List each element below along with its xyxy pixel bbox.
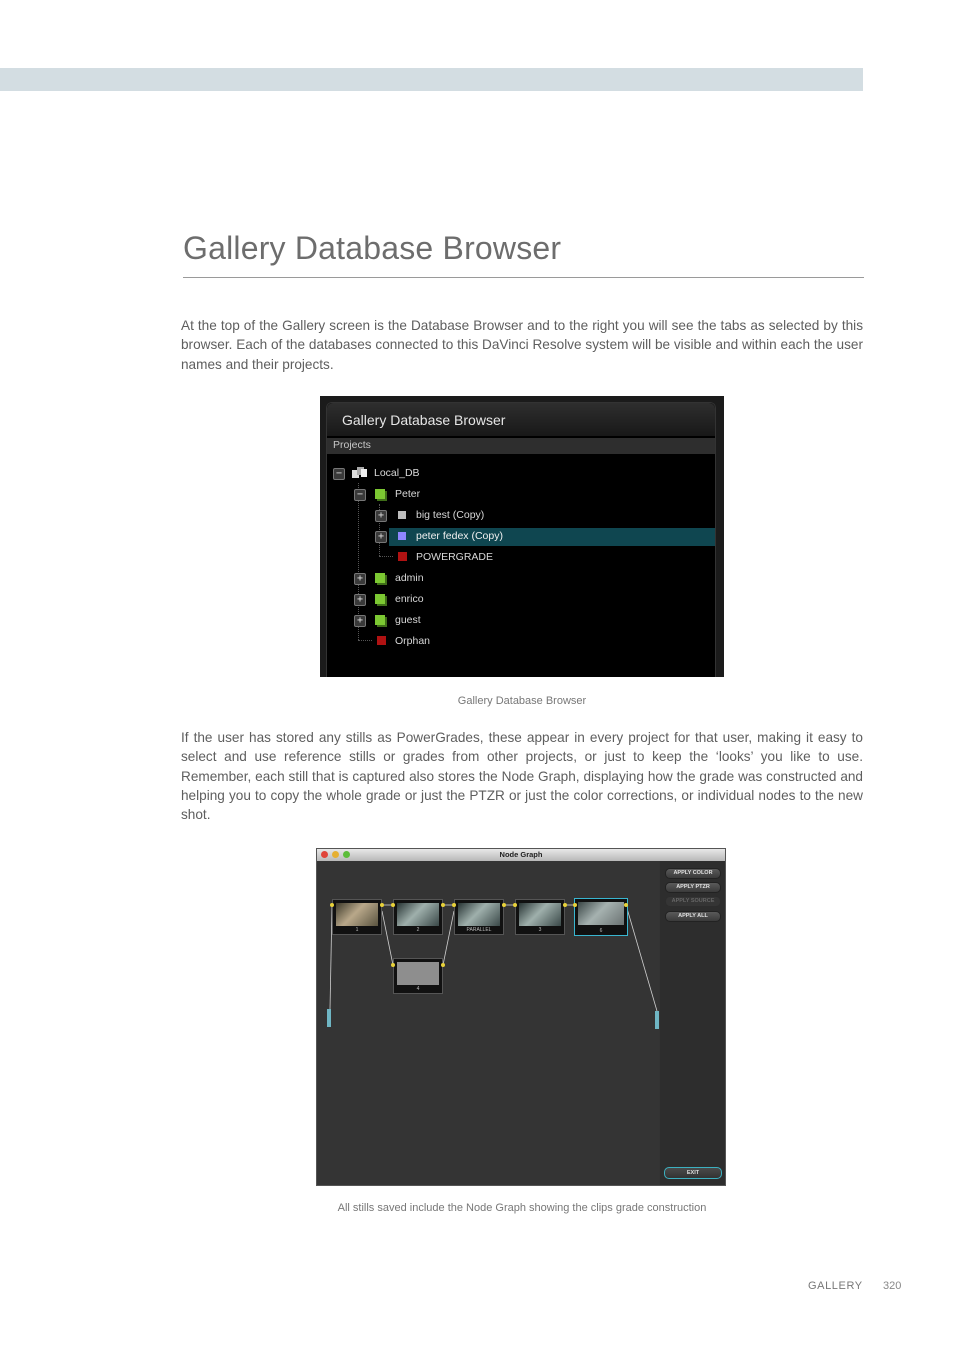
figure-caption: All stills saved include the Node Graph showing the clips grade construction: [337, 1202, 707, 1214]
browser-header: [327, 403, 715, 436]
tree-item-label: peter fedex (Copy): [416, 530, 503, 542]
tree-item-label: POWERGRADE: [416, 551, 494, 563]
tree-item-enrico[interactable]: [327, 591, 715, 609]
expand-icon[interactable]: +: [354, 594, 366, 606]
header-band: [0, 68, 863, 91]
node-thumbnail: [578, 902, 624, 925]
collapse-icon[interactable]: −: [333, 468, 345, 480]
node-output-dot: [502, 903, 506, 907]
tree-item-label: Local_DB: [374, 467, 420, 479]
output-node: [655, 1011, 659, 1029]
powergrade-icon: [398, 552, 407, 561]
node-label: 4: [416, 986, 420, 992]
node-input-dot: [330, 903, 334, 907]
apply-color-button[interactable]: APPLY COLOR: [665, 868, 721, 879]
node-2[interactable]: [393, 899, 443, 935]
node-input-dot: [391, 963, 395, 967]
tree-item-label: guest: [395, 614, 421, 626]
expand-icon[interactable]: +: [354, 615, 366, 627]
source-input: [327, 1009, 331, 1027]
tree-item-label: Orphan: [395, 635, 431, 647]
tree-item-big-test[interactable]: [327, 507, 715, 525]
node-4[interactable]: [393, 958, 443, 994]
node-input-dot: [573, 903, 577, 907]
projects-label: Projects: [333, 439, 371, 451]
collapse-icon[interactable]: −: [354, 489, 366, 501]
apply-ptzr-button[interactable]: APPLY PTZR: [665, 882, 721, 893]
tree-item-label: Peter: [395, 488, 421, 500]
title-divider: [183, 277, 864, 278]
intro-paragraph: At the top of the Gallery screen is the Database Browser and to the right you will see the tabs as selected by this browser. Each of the databases connected to this DaVinci Resolve system will be visible and within each the user names and their projects.: [181, 318, 863, 372]
node-thumbnail: [458, 903, 500, 926]
node-3[interactable]: [515, 899, 565, 935]
figure-caption: Gallery Database Browser: [457, 695, 587, 707]
window-titlebar: [317, 849, 725, 861]
browser-panel: [326, 402, 716, 677]
node-input-dot: [513, 903, 517, 907]
user-icon: [375, 489, 385, 499]
node-label: 1: [355, 927, 359, 933]
orphan-icon: [377, 636, 386, 645]
tree-item-label: admin: [395, 572, 424, 584]
node-6[interactable]: [574, 898, 628, 936]
exit-button[interactable]: EXIT: [664, 1167, 722, 1179]
project-icon: [398, 532, 406, 540]
node-output-dot: [563, 903, 567, 907]
node-1[interactable]: [332, 899, 382, 935]
user-icon: [375, 594, 385, 604]
node-label: 3: [538, 927, 542, 933]
user-icon: [375, 573, 385, 583]
tree-item-peter-fedex[interactable]: [327, 528, 715, 546]
window-title: Node Graph: [499, 850, 543, 859]
expand-icon[interactable]: +: [375, 531, 387, 543]
gallery-database-browser-screenshot: [320, 396, 724, 677]
project-icon: [398, 511, 406, 519]
node-graph-screenshot: [316, 848, 726, 1186]
tree-item-powergrade[interactable]: [327, 549, 715, 567]
node-label: 2: [416, 927, 420, 933]
node-input-dot: [391, 903, 395, 907]
node-output-dot: [441, 903, 445, 907]
apply-all-button[interactable]: APPLY ALL: [665, 911, 721, 922]
node-thumbnail: [397, 903, 439, 926]
node-input-dot: [452, 903, 456, 907]
node-thumbnail: [519, 903, 561, 926]
powergrades-paragraph: If the user has stored any stills as PowerGrades, these appear in every project for that user, making it easy to select and use reference stills or grades from other projects, or just to keep the ‘looks’ you like to use. Remember, each still that is captured also stores the Node Graph, displaying how the grade was constructed and helping you to copy the whole grade or just the PTZR or just the color corrections, or individual nodes to the new shot.: [181, 730, 863, 823]
page-number: 320: [883, 1280, 902, 1292]
node-thumbnail: [336, 903, 378, 926]
tree-item-local-db[interactable]: [327, 465, 715, 483]
user-icon: [375, 615, 385, 625]
node-output-dot: [441, 963, 445, 967]
node-label: PARALLEL: [466, 927, 492, 933]
expand-icon[interactable]: +: [375, 510, 387, 522]
node-graph-sidebar: [660, 861, 725, 1185]
footer-section-name: GALLERY: [808, 1280, 863, 1292]
tree-item-guest[interactable]: [327, 612, 715, 630]
node-output-dot: [624, 903, 628, 907]
tree-item-label: big test (Copy): [416, 509, 485, 521]
tree-item-peter[interactable]: [327, 486, 715, 504]
expand-icon[interactable]: +: [354, 573, 366, 585]
page-title: Gallery Database Browser: [183, 230, 562, 266]
database-icon: [352, 466, 368, 480]
node-label: 6: [599, 928, 603, 934]
projects-header: [327, 438, 715, 454]
tree-item-label: enrico: [395, 593, 424, 605]
node-parallel[interactable]: [454, 899, 504, 935]
node-output-dot: [380, 903, 384, 907]
node-graph-canvas[interactable]: [317, 861, 659, 1185]
apply-source-button[interactable]: APPLY SOURCE: [665, 896, 721, 907]
tree-item-orphan[interactable]: [327, 633, 715, 651]
browser-title: Gallery Database Browser: [342, 412, 506, 428]
tree-item-admin[interactable]: [327, 570, 715, 588]
node-thumbnail: [397, 962, 439, 985]
